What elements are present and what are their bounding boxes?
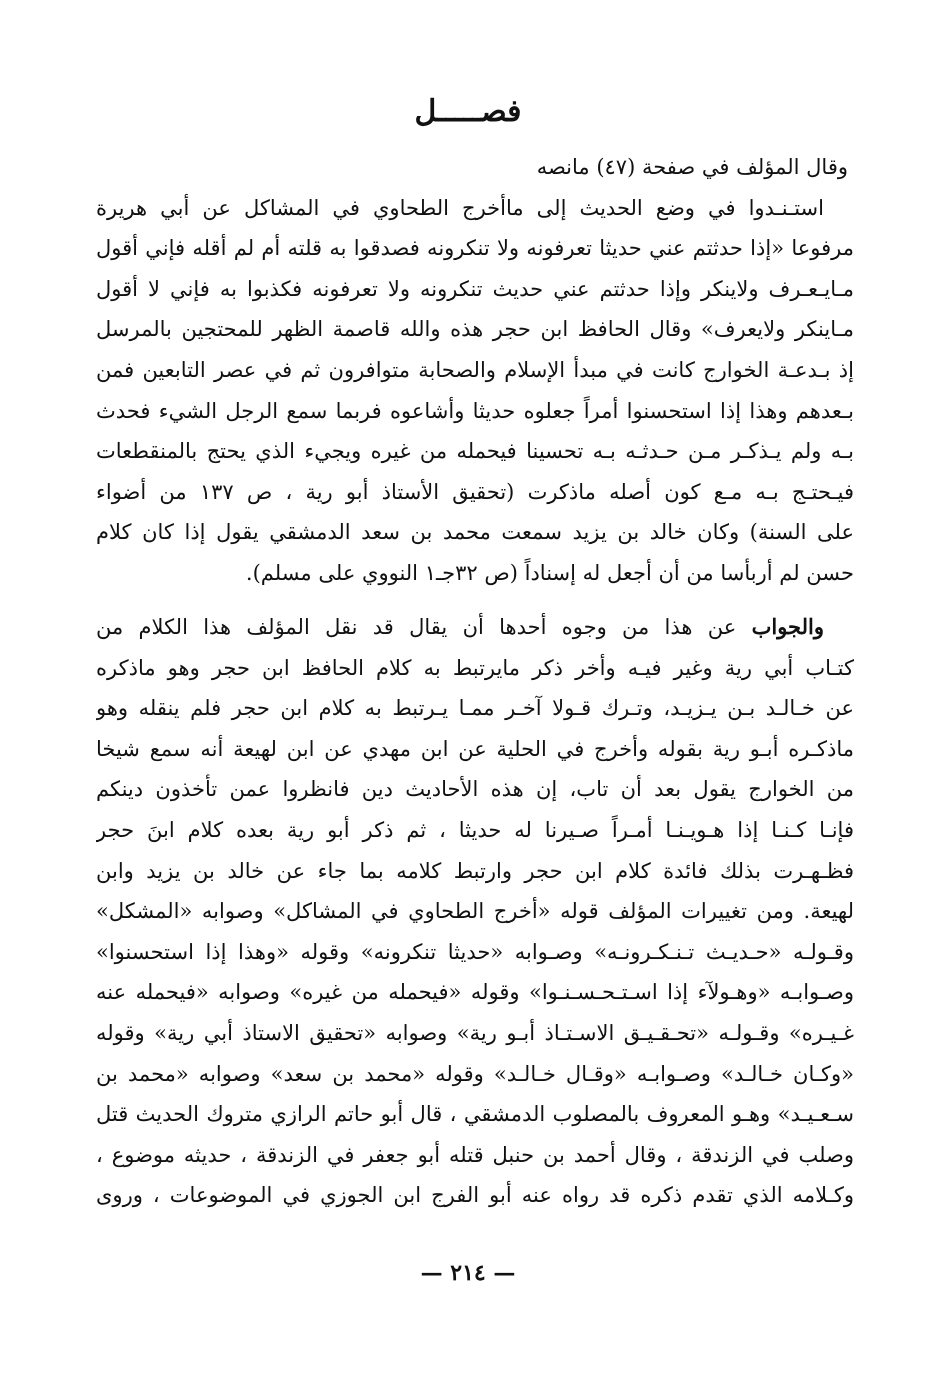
text-line: مـاينكر ولايعرف» وقال الحافظ ابن حجر هذه والله قاصمة الظهر للمحتجين بالمرسل [96, 317, 854, 342]
text-line: إذ بـدعـة الخوارج كانت في مبدأ الإسلام والصحابة متوافرون ثم في عصر التابعين فمن [96, 357, 854, 382]
text-line: فيـحتـج بـه مـع كون أصله ماذكرت (تحقيق الأستاذ أبو رية ، ص ١٣٧ من أضواء [96, 479, 854, 504]
text-line: عن خـالـد بـن يـزيـد، وتـرك قـولا آخـر ممـا يـرتبط به كلام ابن حجر فلم ينقله وهو [96, 696, 854, 721]
text-line: على السنة) وكان خالد بن يزيد سمعت محمد بن سعد الدمشقي يقول إذا كان كلام [96, 520, 854, 545]
text-line: مـايـعـرف ولاينكر وإذا حدثتم عني حديث تنكرونه ولا تعرفونه فكذبوا به فإني لا أقول [96, 276, 854, 301]
text-line: لهيعة. ومن تغييرات المؤلف قوله «أخرج الطحاوي في المشاكل» وصوابه «المشكل» [96, 899, 854, 924]
text-line: فإنـا كـنـا إذا هـويـنـا أمـراً صـيرنا له حديثا ، ثم ذكر أبو رية بعده كلام ابنَ حجر [96, 817, 854, 842]
text-line: استـنـدوا في وضع الحديث إلى ماأخرج الطحاوي في المشاكل عن أبي هريرة [96, 195, 824, 220]
text-line: فظـهـرت بذلك فائدة كلام ابن حجر وارتبط كلامه بما جاء عن خالد بن يزيد وابن [96, 858, 854, 883]
text-line: وكـلامه الذي تقدم ذكره قد رواه عنه أبو الفرج ابن الجوزي في الموضوعات ، وروى [96, 1183, 854, 1208]
text-line: بـه ولم يـذكـر مـن حـدثـه بـه تحسينا فيحمله من غيره ويجيء الذي يحتج بالمنقطعات [96, 439, 854, 464]
text-line: بـعدهم وهذا إذا استحسنوا أمراً جعلوه حديثا وأشاعوه فربما سمع الرجل الشيء فحدث [96, 398, 854, 423]
text-line: وصـوابـه «وهـولآء إذا اسـتـحـسـنـوا» وقوله «فيحمله من غيره» وصوابه «فيحمله عنه [96, 980, 854, 1005]
text-line: حسن لم أربأسا من أن أجعل له إسناداً (ص ٣٢جـ١ النووي على مسلم). [245, 560, 854, 585]
chapter-heading: فصـــــل [414, 94, 522, 129]
text-line: غـيـره» وقـولـه «تحـقـيـق الاسـتـاذ أبـو رية» وصوابه «تحقيق الاستاذ أبي رية» وقوله [96, 1020, 854, 1045]
text-line: وقـولـه «حـديـث تـنـكـرونـه» وصـوابه «حديثا تنكرونه» وقوله «وهذا إذا استحسنوا» [96, 939, 854, 964]
text-line: سـعـيـد» وهـو المعروف بالمصلوب الدمشقي ، قال أبو حاتم الرازي متروك الحديث قتل [96, 1102, 854, 1127]
page-number: — ٢١٤ — [420, 1260, 516, 1286]
answer-first-line-text: عن هذا من وجوه أحدها أن يقال قد نقل المؤلف هذا الكلام من [96, 615, 752, 639]
text-line: وصلب في الزندقة ، وقال أحمد بن حنبل قتله أبو جعفر في الزندقة ، حديثه موضوع ، [96, 1142, 854, 1167]
intro-line: وقال المؤلف في صفحة (٤٧) مانصه [536, 155, 848, 179]
text-line: من الخوارج يقول بعد أن تاب، إن هذه الأحاديث دين فانظروا عمن تأخذون دينكم [96, 777, 854, 802]
answer-first-line [96, 607, 854, 648]
text-line: مرفوعا «إذا حدثتم عني حديثا تعرفونه ولا تنكرونه فصدقوا به قلته أم لم أقله فإني أقول [96, 236, 854, 261]
text-line: كتـاب أبي رية وغير فيـه وأخر ذكر مايرتبط به كلام الحافظ ابن حجر وهو ماذكره [96, 655, 854, 680]
answer-word: والجواب [751, 614, 824, 639]
text-line: ماذكـره أبـو رية بقوله وأخرج في الحلية عن ابن مهدي عن ابن لهيعة أنه سمع شيخا [96, 736, 854, 761]
paragraph-answer [96, 607, 854, 1216]
text-line: «وكـان خـالـد» وصـوابـه «وقـال خـالـد» وقوله «محمد بن سعد» وصوابه «محمد بن [96, 1061, 854, 1086]
paragraph-quote [96, 147, 854, 594]
